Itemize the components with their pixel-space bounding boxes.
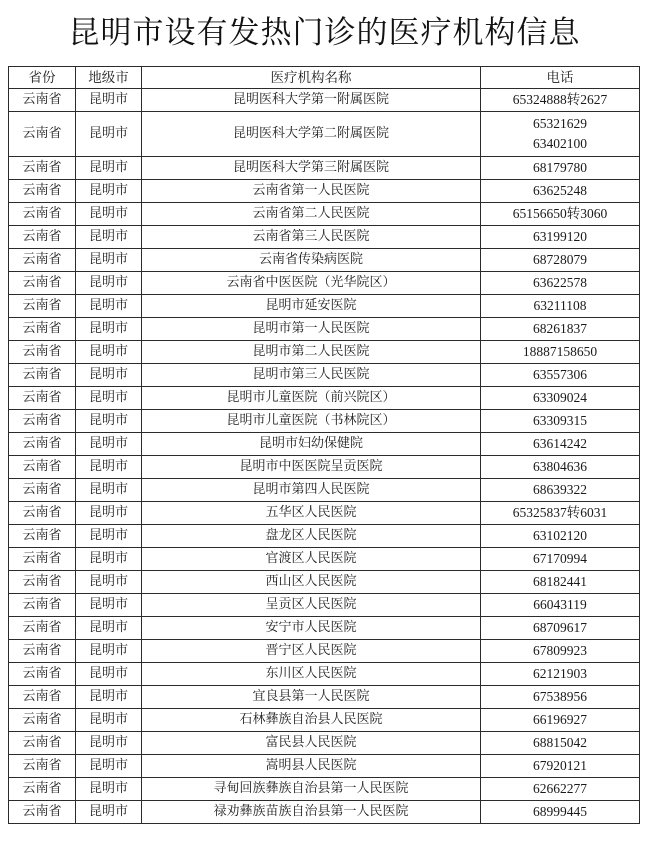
phone-number: 63102120: [533, 528, 587, 543]
cell-phone: [481, 89, 640, 112]
cell-phone: [481, 295, 640, 318]
table-row: [9, 479, 640, 502]
cell-phone: [481, 226, 640, 249]
cell-phone: [481, 318, 640, 341]
table-row: [9, 89, 640, 112]
cell-city: 昆明市: [76, 686, 142, 709]
cell-hospital-name: 昆明市第四人民医院: [142, 479, 481, 502]
cell-province: 云南省: [9, 112, 76, 157]
header-province: 省份: [9, 67, 76, 89]
cell-city: 昆明市: [76, 180, 142, 203]
cell-phone: [481, 617, 640, 640]
table-row: [9, 755, 640, 778]
cell-city: 昆明市: [76, 617, 142, 640]
phone-number: 67809923: [533, 643, 587, 658]
cell-phone: [481, 433, 640, 456]
phone-number: 68182441: [533, 574, 587, 589]
cell-city: 昆明市: [76, 456, 142, 479]
cell-province: 云南省: [9, 755, 76, 778]
cell-province: 云南省: [9, 318, 76, 341]
header-phone: 电话: [481, 67, 640, 89]
table-row: [9, 157, 640, 180]
cell-hospital-name: 云南省传染病医院: [142, 249, 481, 272]
table-row: [9, 502, 640, 525]
table-row: [9, 640, 640, 663]
table-row: [9, 617, 640, 640]
cell-phone: [481, 778, 640, 801]
phone-number: 63625248: [533, 183, 587, 198]
phone-number: 67170994: [533, 551, 587, 566]
cell-hospital-name: 昆明市儿童医院（前兴院区）: [142, 387, 481, 410]
cell-city: 昆明市: [76, 525, 142, 548]
cell-hospital-name: 呈贡区人民医院: [142, 594, 481, 617]
phone-number: 63211108: [533, 298, 587, 313]
table-row: [9, 112, 640, 157]
cell-city: 昆明市: [76, 203, 142, 226]
table-row: [9, 226, 640, 249]
cell-city: 昆明市: [76, 341, 142, 364]
phone-number: 67538956: [533, 689, 587, 704]
phone-number: 63199120: [533, 229, 587, 244]
cell-city: 昆明市: [76, 571, 142, 594]
phone-number: 62121903: [533, 666, 587, 681]
cell-city: 昆明市: [76, 387, 142, 410]
cell-city: 昆明市: [76, 410, 142, 433]
cell-province: 云南省: [9, 732, 76, 755]
cell-province: 云南省: [9, 180, 76, 203]
table-row: [9, 318, 640, 341]
table-row: [9, 732, 640, 755]
cell-province: 云南省: [9, 778, 76, 801]
phone-number: 68999445: [533, 804, 587, 819]
cell-city: 昆明市: [76, 112, 142, 157]
cell-phone: [481, 456, 640, 479]
cell-city: 昆明市: [76, 755, 142, 778]
cell-city: 昆明市: [76, 295, 142, 318]
table-row: [9, 663, 640, 686]
cell-phone: [481, 112, 640, 157]
cell-province: 云南省: [9, 663, 76, 686]
cell-city: 昆明市: [76, 548, 142, 571]
table-row: [9, 686, 640, 709]
cell-hospital-name: 昆明医科大学第二附属医院: [142, 112, 481, 157]
cell-province: 云南省: [9, 502, 76, 525]
cell-phone: [481, 594, 640, 617]
phone-number: 63622578: [533, 275, 587, 290]
cell-phone: [481, 479, 640, 502]
cell-phone: [481, 180, 640, 203]
cell-phone: [481, 525, 640, 548]
cell-hospital-name: 昆明市儿童医院（书林院区）: [142, 410, 481, 433]
cell-phone: [481, 410, 640, 433]
header-hospital-name: 医疗机构名称: [142, 67, 481, 89]
cell-phone: [481, 341, 640, 364]
cell-city: 昆明市: [76, 433, 142, 456]
cell-phone: [481, 640, 640, 663]
cell-hospital-name: 昆明医科大学第一附属医院: [142, 89, 481, 112]
cell-phone: [481, 157, 640, 180]
cell-hospital-name: 云南省中医医院（光华院区）: [142, 272, 481, 295]
cell-hospital-name: 石林彝族自治县人民医院: [142, 709, 481, 732]
cell-city: 昆明市: [76, 249, 142, 272]
table-row: [9, 571, 640, 594]
table-body: [9, 89, 640, 824]
phone-number: 63309024: [533, 390, 587, 405]
cell-phone: [481, 272, 640, 295]
cell-phone: [481, 571, 640, 594]
cell-phone: [481, 548, 640, 571]
cell-hospital-name: 昆明市第二人民医院: [142, 341, 481, 364]
cell-province: 云南省: [9, 295, 76, 318]
cell-province: 云南省: [9, 341, 76, 364]
cell-hospital-name: 富民县人民医院: [142, 732, 481, 755]
cell-hospital-name: 西山区人民医院: [142, 571, 481, 594]
phone-number: 65325837转6031: [512, 505, 608, 520]
cell-city: 昆明市: [76, 502, 142, 525]
phone-number: 68815042: [533, 735, 587, 750]
cell-phone: [481, 686, 640, 709]
table-row: [9, 272, 640, 295]
cell-province: 云南省: [9, 525, 76, 548]
table-row: [9, 525, 640, 548]
cell-hospital-name: 云南省第二人民医院: [142, 203, 481, 226]
cell-hospital-name: 昆明市妇幼保健院: [142, 433, 481, 456]
cell-hospital-name: 五华区人民医院: [142, 502, 481, 525]
cell-province: 云南省: [9, 364, 76, 387]
table-row: [9, 295, 640, 318]
cell-phone: [481, 732, 640, 755]
cell-province: 云南省: [9, 410, 76, 433]
cell-phone: [481, 801, 640, 824]
cell-province: 云南省: [9, 801, 76, 824]
cell-province: 云南省: [9, 548, 76, 571]
cell-hospital-name: 昆明市第三人民医院: [142, 364, 481, 387]
cell-hospital-name: 昆明市第一人民医院: [142, 318, 481, 341]
phone-number: 62662277: [533, 781, 587, 796]
phone-number: 63557306: [533, 367, 587, 382]
cell-province: 云南省: [9, 456, 76, 479]
cell-phone: [481, 249, 640, 272]
cell-city: 昆明市: [76, 479, 142, 502]
cell-hospital-name: 禄劝彝族苗族自治县第一人民医院: [142, 801, 481, 824]
phone-number: 68728079: [533, 252, 587, 267]
cell-province: 云南省: [9, 433, 76, 456]
cell-phone: [481, 755, 640, 778]
cell-city: 昆明市: [76, 318, 142, 341]
cell-province: 云南省: [9, 617, 76, 640]
table-row: [9, 341, 640, 364]
cell-province: 云南省: [9, 249, 76, 272]
table-row: [9, 594, 640, 617]
cell-province: 云南省: [9, 203, 76, 226]
cell-city: 昆明市: [76, 594, 142, 617]
table-row: [9, 548, 640, 571]
phone-number: 63402100: [533, 136, 587, 151]
cell-province: 云南省: [9, 479, 76, 502]
cell-province: 云南省: [9, 157, 76, 180]
cell-province: 云南省: [9, 594, 76, 617]
table-row: [9, 249, 640, 272]
cell-province: 云南省: [9, 640, 76, 663]
phone-number: 68709617: [533, 620, 587, 635]
cell-city: 昆明市: [76, 801, 142, 824]
cell-province: 云南省: [9, 571, 76, 594]
phone-number: 66043119: [533, 597, 587, 612]
phone-number: 67920121: [533, 758, 587, 773]
phone-number: 68179780: [533, 160, 587, 175]
cell-city: 昆明市: [76, 732, 142, 755]
cell-province: 云南省: [9, 272, 76, 295]
table-row: [9, 433, 640, 456]
cell-city: 昆明市: [76, 364, 142, 387]
table-row: [9, 709, 640, 732]
cell-province: 云南省: [9, 686, 76, 709]
cell-hospital-name: 晋宁区人民医院: [142, 640, 481, 663]
phone-number: 66196927: [533, 712, 587, 727]
table-row: [9, 203, 640, 226]
cell-hospital-name: 盘龙区人民医院: [142, 525, 481, 548]
page-title: 昆明市设有发热门诊的医疗机构信息: [68, 15, 581, 51]
cell-hospital-name: 云南省第三人民医院: [142, 226, 481, 249]
phone-number: 65324888转2627: [512, 92, 608, 107]
table-row: [9, 778, 640, 801]
cell-hospital-name: 昆明市延安医院: [142, 295, 481, 318]
cell-hospital-name: 昆明市中医医院呈贡医院: [142, 456, 481, 479]
phone-number: 18887158650: [522, 344, 598, 359]
phone-number: 65321629: [533, 116, 587, 131]
table-row: [9, 456, 640, 479]
cell-phone: [481, 709, 640, 732]
table-header-row: [9, 67, 640, 89]
cell-province: 云南省: [9, 387, 76, 410]
phone-number: 63309315: [533, 413, 587, 428]
header-city: 地级市: [76, 67, 142, 89]
cell-city: 昆明市: [76, 226, 142, 249]
cell-province: 云南省: [9, 226, 76, 249]
hospital-table: [8, 66, 640, 824]
table-row: [9, 410, 640, 433]
cell-city: 昆明市: [76, 157, 142, 180]
cell-phone: [481, 387, 640, 410]
cell-city: 昆明市: [76, 272, 142, 295]
cell-hospital-name: 东川区人民医院: [142, 663, 481, 686]
cell-hospital-name: 嵩明县人民医院: [142, 755, 481, 778]
cell-phone: [481, 663, 640, 686]
cell-hospital-name: 官渡区人民医院: [142, 548, 481, 571]
phone-number: 68261837: [533, 321, 587, 336]
cell-hospital-name: 宜良县第一人民医院: [142, 686, 481, 709]
cell-hospital-name: 寻甸回族彝族自治县第一人民医院: [142, 778, 481, 801]
cell-hospital-name: 云南省第一人民医院: [142, 180, 481, 203]
cell-phone: [481, 502, 640, 525]
cell-phone: [481, 364, 640, 387]
phone-number: 68639322: [533, 482, 587, 497]
phone-number: 63804636: [533, 459, 587, 474]
cell-city: 昆明市: [76, 709, 142, 732]
cell-city: 昆明市: [76, 640, 142, 663]
cell-phone: [481, 203, 640, 226]
cell-city: 昆明市: [76, 778, 142, 801]
table-row: [9, 364, 640, 387]
table-row: [9, 180, 640, 203]
cell-province: 云南省: [9, 89, 76, 112]
table-row: [9, 387, 640, 410]
cell-city: 昆明市: [76, 663, 142, 686]
cell-hospital-name: 昆明医科大学第三附属医院: [142, 157, 481, 180]
phone-number: 65156650转3060: [512, 206, 608, 221]
cell-province: 云南省: [9, 709, 76, 732]
cell-city: 昆明市: [76, 89, 142, 112]
phone-number: 63614242: [533, 436, 587, 451]
table-row: [9, 801, 640, 824]
cell-hospital-name: 安宁市人民医院: [142, 617, 481, 640]
